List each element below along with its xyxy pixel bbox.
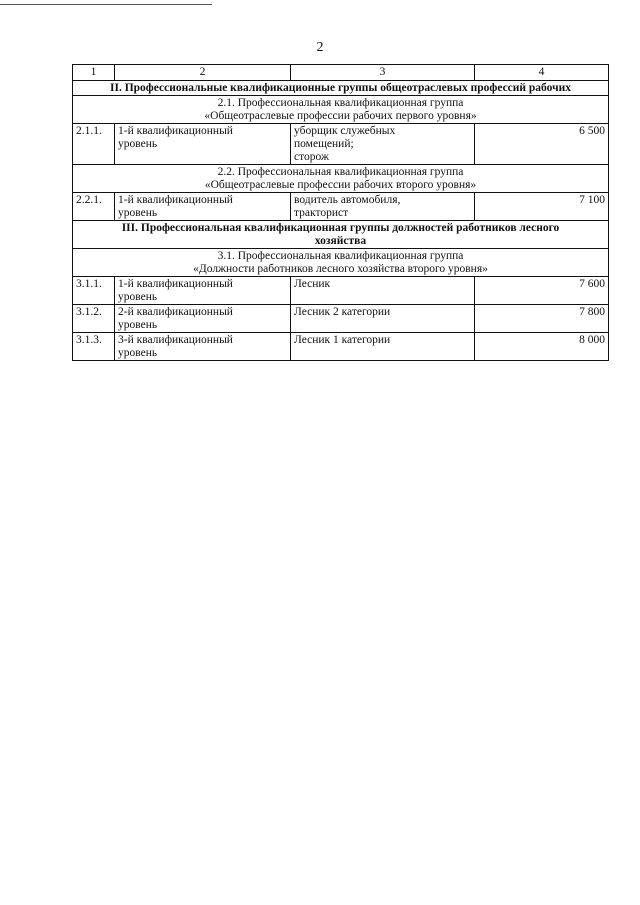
- header-cell: 1: [73, 65, 115, 81]
- group-title-line: 2.2. Профессиональная квалификационная группа: [217, 166, 464, 178]
- header-cell: 2: [115, 65, 291, 81]
- table-row: [73, 193, 609, 221]
- job-line: сторож: [294, 151, 329, 163]
- group-title: [73, 249, 609, 277]
- group-row: [73, 165, 609, 193]
- salary-table: [72, 64, 609, 361]
- job-title: [291, 193, 475, 221]
- salary-value: 7 600: [475, 277, 609, 305]
- group-title: [73, 96, 609, 124]
- job-line: уборщик служебных: [294, 125, 396, 137]
- job-title: Лесник 1 категории: [291, 333, 475, 361]
- level-line: 3-й квалификационный: [118, 334, 233, 346]
- qualification-level: [115, 124, 291, 165]
- section-title-line: хозяйства: [314, 235, 367, 247]
- row-number: 3.1.2.: [73, 305, 115, 333]
- group-row: [73, 96, 609, 124]
- job-line: тракторист: [294, 207, 349, 219]
- group-title-line: «Общеотраслевые профессии рабочих второго уровня»: [204, 179, 477, 191]
- row-number: 2.1.1.: [73, 124, 115, 165]
- level-line: 1-й квалификационный: [118, 278, 233, 290]
- job-title: [291, 124, 475, 165]
- level-line: уровень: [118, 291, 158, 303]
- header-cell: 4: [475, 65, 609, 81]
- table-row: [73, 277, 609, 305]
- qualification-level: [115, 277, 291, 305]
- salary-value: 6 500: [475, 124, 609, 165]
- level-line: уровень: [118, 138, 158, 150]
- salary-value: 8 000: [475, 333, 609, 361]
- row-number: 3.1.3.: [73, 333, 115, 361]
- job-title: Лесник: [291, 277, 475, 305]
- section-row: [73, 221, 609, 249]
- header-row: [73, 65, 609, 81]
- table-row: [73, 124, 609, 165]
- row-number: 2.2.1.: [73, 193, 115, 221]
- job-title: Лесник 2 категории: [291, 305, 475, 333]
- group-title: [73, 165, 609, 193]
- section-row: [73, 81, 609, 96]
- qualification-level: [115, 305, 291, 333]
- salary-value: 7 800: [475, 305, 609, 333]
- job-line: помещений;: [294, 138, 354, 150]
- page-number: 2: [316, 40, 324, 55]
- group-row: [73, 249, 609, 277]
- section-title-line: III. Профессиональная квалификационная группы должностей работников лесного: [121, 222, 560, 234]
- top-rule: [0, 4, 212, 5]
- table-row: [73, 333, 609, 361]
- level-line: 1-й квалификационный: [118, 194, 233, 206]
- group-title-line: 3.1. Профессиональная квалификационная группа: [217, 250, 464, 262]
- qualification-level: [115, 333, 291, 361]
- header-cell: 3: [291, 65, 475, 81]
- level-line: 2-й квалификационный: [118, 306, 233, 318]
- level-line: уровень: [118, 347, 158, 359]
- group-title-line: «Общеотраслевые профессии рабочих первого уровня»: [204, 110, 477, 122]
- salary-value: 7 100: [475, 193, 609, 221]
- table-row: [73, 305, 609, 333]
- group-title-line: 2.1. Профессиональная квалификационная группа: [217, 97, 464, 109]
- group-title-line: «Должности работников лесного хозяйства второго уровня»: [193, 263, 488, 275]
- level-line: 1-й квалификационный: [118, 125, 233, 137]
- job-line: водитель автомобиля,: [294, 194, 401, 206]
- section-title: [73, 221, 609, 249]
- level-line: уровень: [118, 207, 158, 219]
- level-line: уровень: [118, 319, 158, 331]
- row-number: 3.1.1.: [73, 277, 115, 305]
- section-title: II. Профессиональные квалификационные группы общеотраслевых профессий рабочих: [73, 81, 609, 96]
- qualification-level: [115, 193, 291, 221]
